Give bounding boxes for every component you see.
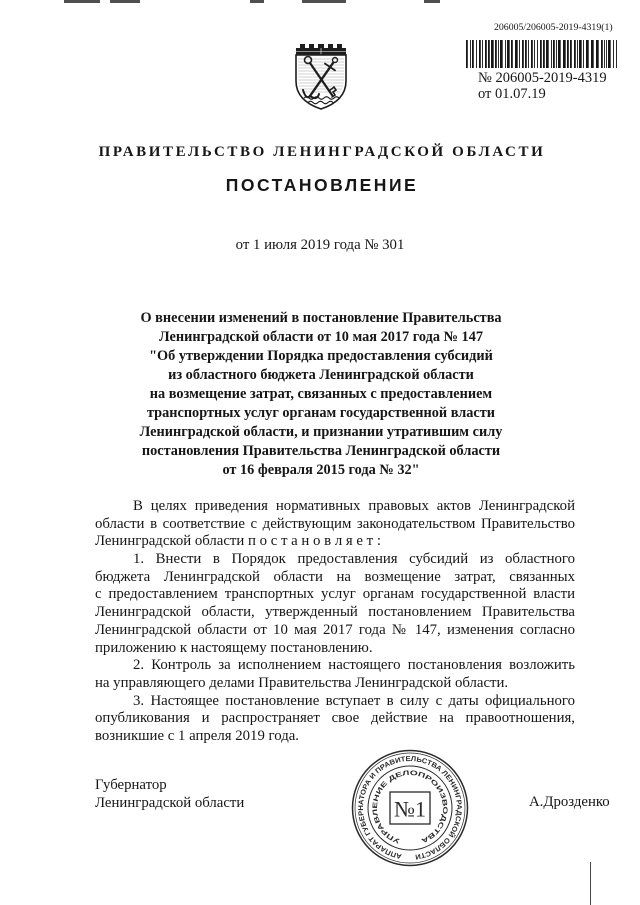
barcode-bar (591, 40, 594, 68)
barcode-bar (531, 40, 533, 68)
clause-3-paragraph (95, 693, 575, 746)
barcode-bar (466, 40, 468, 68)
body-line: 3. Настоящее постановление вступает в силу с даты официального (133, 692, 575, 709)
barcode-bar (522, 40, 524, 68)
barcode-bar (472, 40, 474, 68)
scan-artifact-line (590, 862, 591, 905)
barcode-bar (577, 40, 578, 68)
barcode-bar (519, 40, 520, 68)
barcode-bar (586, 40, 589, 68)
barcode-bar (546, 40, 549, 68)
barcode-bar (563, 40, 566, 68)
title-line: из областного бюджета Ленинградской области (168, 367, 474, 383)
coat-of-arms-icon (293, 41, 349, 111)
signatory-position-line: Губернатор (95, 777, 167, 793)
body-line: 2. Контроль за исполнением настоящего постановления возложить (133, 657, 575, 674)
body-line: с предоставлением транспортных услуг органам государственной власти (95, 586, 575, 603)
barcode-bar (570, 40, 572, 68)
title-line: "Об утверждении Порядка предоставления субсидий (149, 348, 493, 364)
title-line: постановления Правительства Ленинградской области (141, 443, 501, 459)
barcode-bar (613, 40, 614, 68)
document-type: ПОСТАНОВЛЕНИЕ (225, 175, 419, 195)
barcode-bar (488, 40, 490, 68)
stamp-number: №1 (394, 796, 426, 822)
clause-1-paragraph (95, 551, 575, 657)
signatory-position-line: Ленинградской области (95, 794, 245, 811)
barcode-bar (543, 40, 545, 68)
registration-number: № 206005-2019-4319 (478, 70, 607, 86)
barcode-bar (482, 40, 483, 68)
body-line: Ленинградской области от 10 мая 2017 года № 147, изменения согласно (95, 621, 575, 638)
body-line: опубликования и распространяет свое действие на правоотношения, (95, 710, 575, 727)
body-line: В целях приведения нормативных правовых актов Ленинградской (133, 498, 575, 514)
preamble-paragraph (95, 498, 575, 551)
barcode-bar (558, 40, 561, 68)
title-line: транспортных услуг органам государственной власти (146, 405, 496, 421)
barcode-bar (479, 40, 481, 68)
barcode-bar (505, 40, 506, 68)
barcode-icon (466, 40, 618, 68)
barcode-bar (525, 40, 527, 68)
barcode-bar (567, 40, 569, 68)
stamp-outer-text: АППАРАТ ГУБЕРНАТОРА И ПРАВИТЕЛЬСТВА ЛЕНИНГРАДСКОЙ ОБЛАСТИ (357, 755, 463, 860)
barcode-bar (540, 40, 542, 68)
title-line: от 16 февраля 2015 года № 32" (222, 462, 420, 478)
registration-date: от 01.07.19 (478, 86, 546, 102)
body-line: 1. Внести в Порядок предоставления субсидий из областного (133, 551, 575, 568)
barcode-bar (608, 40, 611, 68)
barcode-bar (495, 40, 497, 68)
barcode-bar (556, 40, 557, 68)
barcode-bar (604, 40, 605, 68)
document-date-number: от 1 июля 2019 года № 301 (235, 237, 405, 253)
barcode-bar (574, 40, 576, 68)
signatory-name: А.Дрозденко (529, 794, 610, 810)
barcode-bar (553, 40, 555, 68)
issuing-authority: ПРАВИТЕЛЬСТВО ЛЕНИНГРАДСКОЙ ОБЛАСТИ (98, 144, 546, 160)
barcode-bar (534, 40, 535, 68)
barcode-bar (583, 40, 584, 68)
barcode-bar (596, 40, 599, 68)
barcode-bar (485, 40, 487, 68)
title-line: О внесении изменений в постановление Правительства (140, 310, 502, 326)
barcode-bar (616, 40, 617, 68)
signatory-position (95, 777, 244, 812)
body-line: на управляющего делами Правительства Ленинградской области. (95, 674, 509, 691)
title-line: Ленинградской области от 10 мая 2017 года № 147 (159, 329, 483, 345)
barcode-bar (537, 40, 538, 68)
barcode-bar (491, 40, 494, 68)
barcode-bar (551, 40, 552, 68)
stamp-inner-text: УПРАВЛЕНИЕ ДЕЛОПРОИЗВОДСТВА (371, 769, 449, 845)
barcode-bar (601, 40, 603, 68)
decree-body (95, 498, 575, 746)
barcode-bar (579, 40, 582, 68)
body-line: возникшие с 1 апреля 2019 года. (95, 727, 300, 744)
decree-title (0, 309, 640, 480)
barcode-bar (500, 40, 503, 68)
barcode-bar (528, 40, 529, 68)
barcode-bar (515, 40, 518, 68)
barcode-bar (606, 40, 607, 68)
barcode-bar (470, 40, 471, 68)
barcode-bar (476, 40, 477, 68)
body-line: области в соответствие с действующим законодательством Правительство (95, 515, 575, 532)
body-line: бюджета Ленинградской области на возмещение затрат, связанных (95, 568, 575, 585)
document-code: 206005/206005-2019-4319(1) (494, 22, 613, 33)
body-line: Ленинградской области, утвержденный постановлением Правительства (95, 604, 575, 621)
body-line: Ленинградской области п о с т а н о в л я е т : (95, 533, 381, 550)
clause-2-paragraph (95, 657, 575, 692)
title-line: на возмещение затрат, связанных с предоставлением (149, 386, 493, 402)
office-stamp (348, 746, 472, 870)
barcode-bar (511, 40, 513, 68)
barcode-bar (507, 40, 510, 68)
title-line: Ленинградской области, и признании утратившим силу (139, 424, 503, 440)
body-line: приложению к настоящему постановлению. (95, 639, 373, 656)
barcode-bar (498, 40, 499, 68)
